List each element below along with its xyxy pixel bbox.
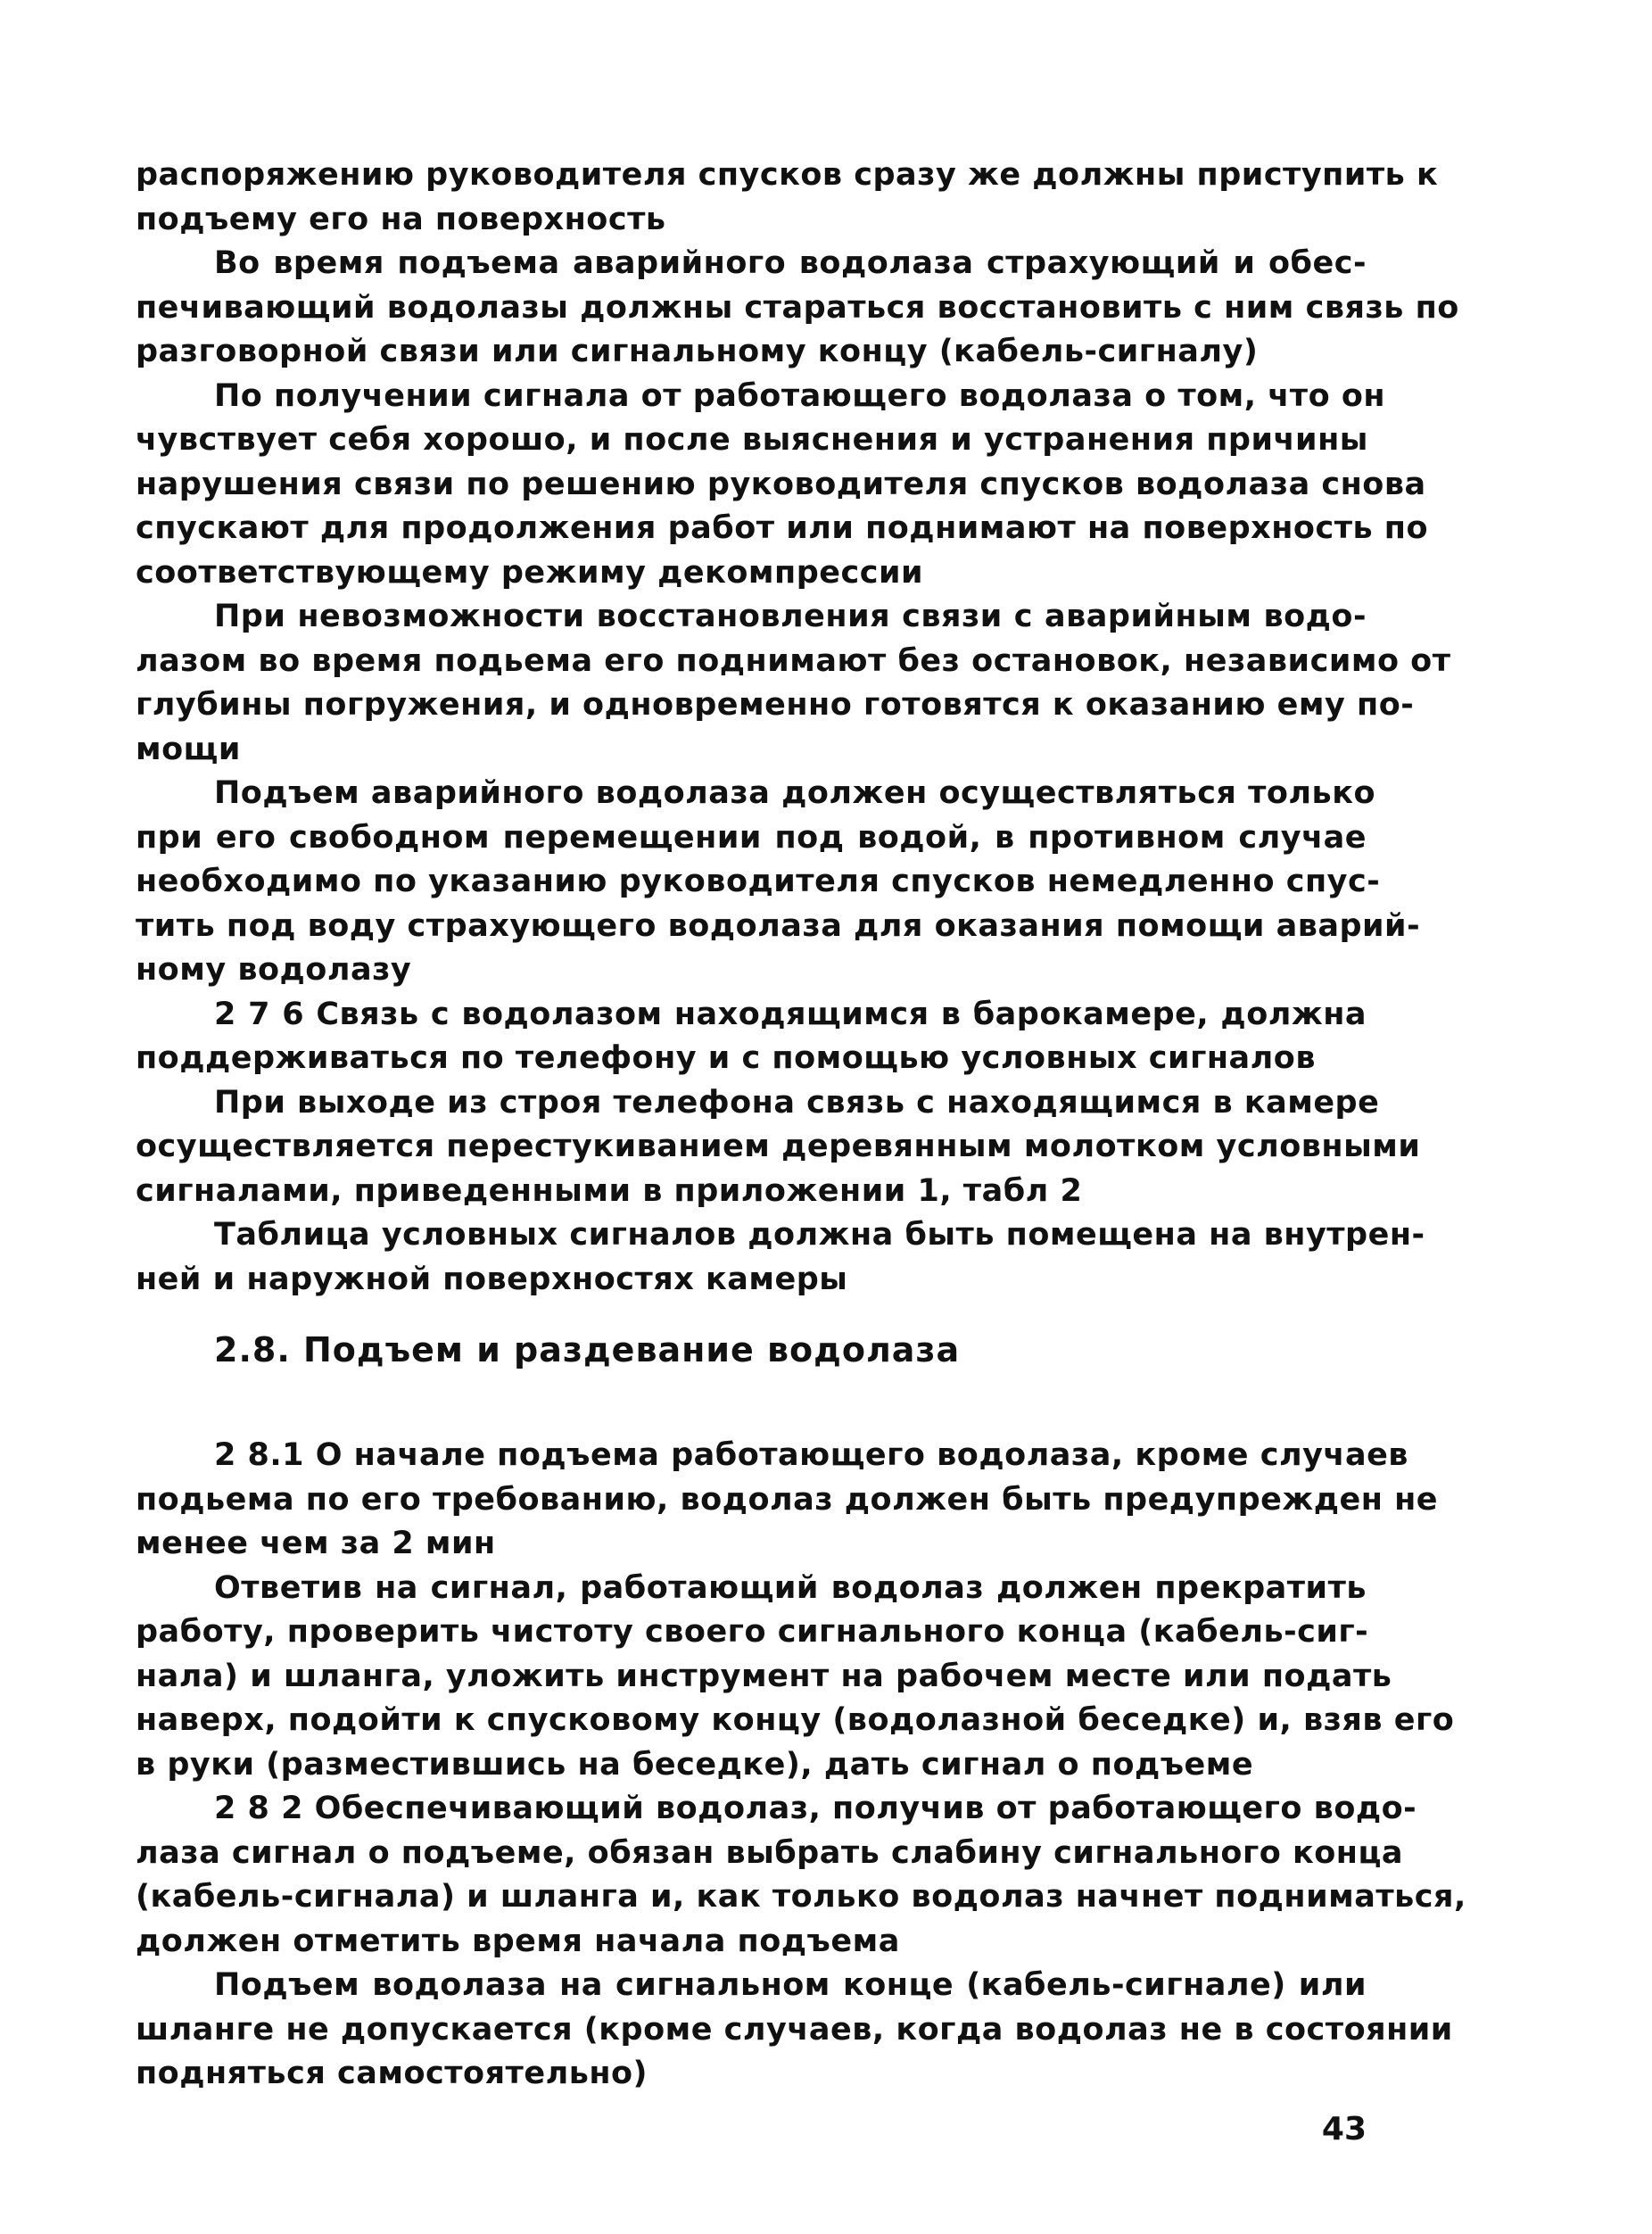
text-line: глубины погружения, и одновременно готовятся к оказанию ему по- [136, 687, 1415, 723]
text-line: При невозможности восстановления связи с аварийным водо- [214, 599, 1367, 634]
text-line: Подъем аварийного водолаза должен осуществляться только [214, 775, 1375, 811]
text-line: разговорной связи или сигнальному концу (кабель-сигналу) [136, 334, 1259, 369]
text-line: мощи [136, 731, 241, 767]
text-line: Таблица условных сигналов должна быть помещена на внутрен- [214, 1217, 1425, 1253]
text-line: тить под воду страхующего водолаза для оказания помощи аварий- [136, 907, 1421, 944]
text-line: По получении сигнала от работающего водолаза о том, что он [214, 377, 1386, 414]
text-line: распоряжению руководителя спусков сразу же должны приступить к [136, 157, 1439, 193]
text-line: лаза сигнал о подъеме, обязан выбрать слабину сигнального конца [136, 1834, 1404, 1871]
text-line: соответствующему режиму декомпрессии [136, 554, 924, 591]
text-line: в руки (разместившись на беседке), дать сигнал о подъеме [136, 1746, 1254, 1783]
text-line: подняться самостоятельно) [136, 2056, 648, 2091]
text-line: при его свободном перемещении под водой, в противном случае [136, 819, 1367, 856]
text-line: осуществляется перестукиванием деревянным молотком условными [136, 1129, 1421, 1164]
text-line: сигналами, приведенными в приложении 1, табл 2 [136, 1172, 1083, 1209]
text-line: работу, проверить чистоту своего сигнального конца (кабель-сиг- [136, 1614, 1369, 1650]
text-line: чувствует себя хорошо, и после выяснения и устранения причины [136, 422, 1368, 458]
text-line: менее чем за 2 мин [136, 1526, 496, 1561]
text-line: 2 8 2 Обеспечивающий водолаз, получив от работающего водо- [214, 1791, 1417, 1826]
text-line: лазом во время подьема его поднимают без остановок, независимо от [136, 642, 1451, 679]
text-line: нарушения связи по решению руководителя спусков водолаза снова [136, 466, 1426, 502]
paragraphs-after-heading [136, 1434, 1466, 2097]
text-line: Во время подъема аварийного водолаза страхующий и обес- [214, 245, 1367, 281]
text-line: (кабель-сигнала) и шланга и, как только водолаз начнет подниматься, [136, 1879, 1466, 1915]
text-line: поддерживаться по телефону и с помощью условных сигналов [136, 1040, 1316, 1076]
text-line: печивающий водолазы должны стараться восстановить с ним связь по [136, 289, 1459, 326]
paragraphs-before-heading [136, 153, 1459, 1302]
text-line: ному водолазу [136, 952, 412, 988]
text-line: ней и наружной поверхностях камеры [136, 1261, 848, 1297]
section-heading: 2.8. Подъем и раздевание водолаза [214, 1330, 961, 1369]
text-line: наверх, подойти к спусковому концу (водолазной беседке) и, взяв его [136, 1702, 1455, 1738]
text-line: подъему его на поверхность [136, 201, 666, 237]
text-line: Подъем водолаза на сигнальном конце (кабель-сигнале) или [214, 1967, 1367, 2003]
page-body [136, 153, 1466, 2097]
text-line: должен отметить время начала подъема [136, 1923, 900, 1959]
page-number: 43 [1321, 2111, 1367, 2147]
text-line: спускают для продолжения работ или поднимают на поверхность по [136, 510, 1429, 546]
text-line: нала) и шланга, уложить инструмент на рабочем месте или подать [136, 1658, 1392, 1694]
text-line: необходимо по указанию руководителя спусков немедленно спус- [136, 864, 1381, 899]
text-line: Ответив на сигнал, работающий водолаз должен прекратить [214, 1569, 1367, 1606]
text-line: 2 7 6 Связь с водолазом находящимся в барокамере, должна [214, 996, 1367, 1032]
section-heading-wrap [136, 1302, 1367, 1434]
text-line: шланге не допускается (кроме случаев, когда водолаз не в состоянии [136, 2011, 1453, 2048]
text-line: подьема по его требованию, водолаз должен быть предупрежден не [136, 1481, 1438, 1518]
text-line: При выходе из строя телефона связь с находящимся в камере [214, 1084, 1380, 1121]
text-line: 2 8.1 О начале подъема работающего водолаза, кроме случаев [214, 1437, 1408, 1473]
